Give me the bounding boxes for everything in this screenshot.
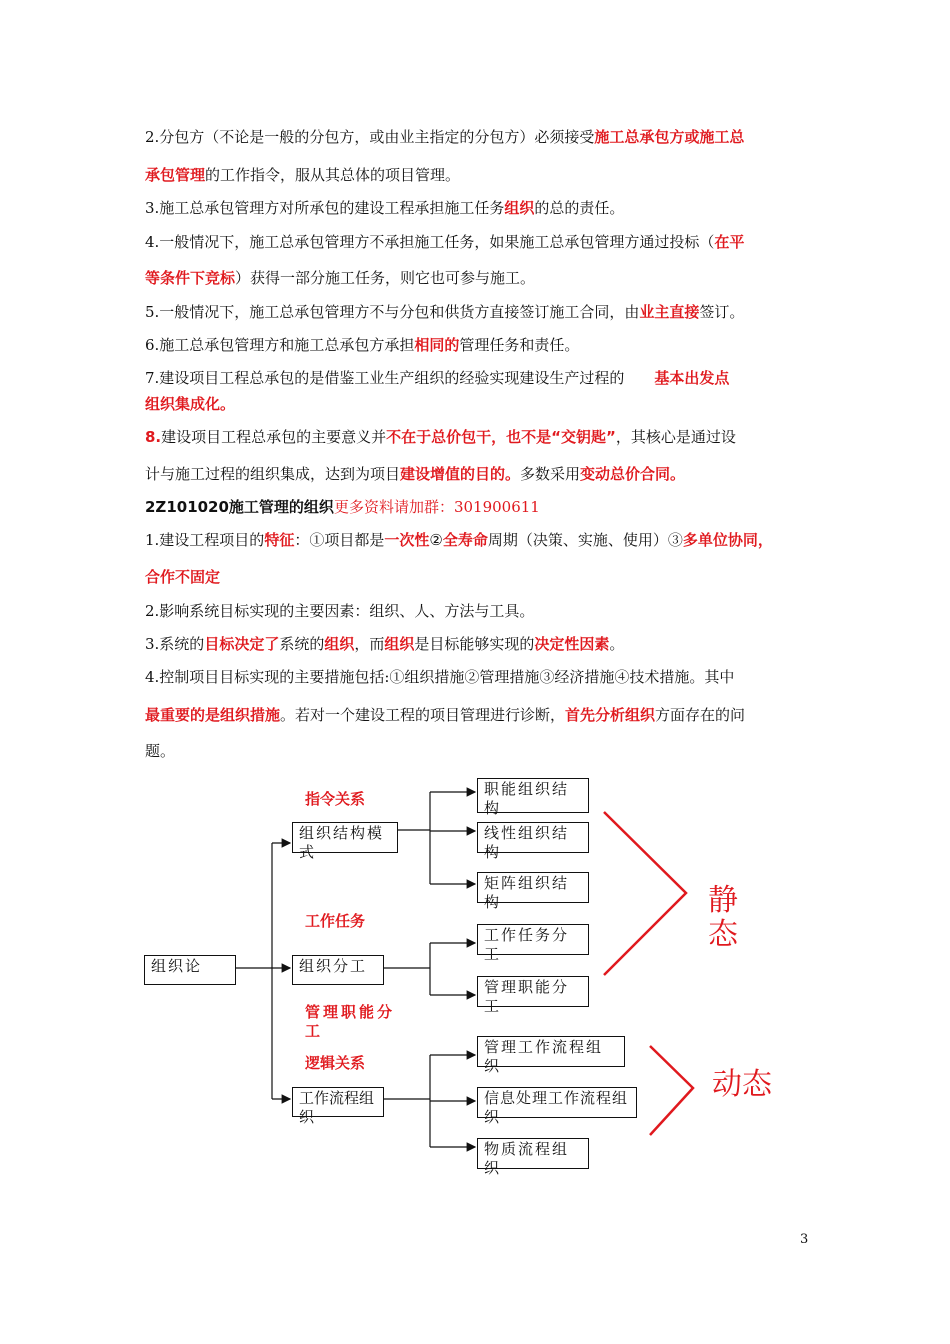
- box-task-division: 工作任务分工: [477, 924, 589, 955]
- box-mgmt-workflow: 管理工作流程组织: [477, 1036, 625, 1067]
- dynamic-bracket: [650, 1046, 693, 1135]
- box-root: 组织论: [144, 955, 236, 985]
- text-line-14: 合作不固定: [145, 568, 221, 586]
- label-logic: 逻辑关系: [305, 1054, 366, 1072]
- label-mgmt-function: 管理职能分工: [305, 1003, 396, 1040]
- box-info-workflow: 信息处理工作流程组织: [477, 1087, 637, 1118]
- text-line-18: 最重要的是组织措施。若对一个建设工程的项目管理进行诊断，首先分析组织方面存在的问: [145, 706, 746, 724]
- text-line-4: 4.一般情况下，施工总承包管理方不承担施工任务，如果施工总承包管理方通过投标（在平: [145, 233, 745, 251]
- text-line-6: 5.一般情况下，施工总承包管理方不与分包和供货方直接签订施工合同，由业主直接签订。: [145, 303, 745, 321]
- box-workflow: 工作流程组织: [292, 1087, 384, 1117]
- box-division: 组织分工: [292, 955, 384, 985]
- text-line-2: 承包管理的工作指令，服从其总体的项目管理。: [145, 166, 461, 184]
- label-command: 指令关系: [305, 790, 366, 808]
- box-matrix: 矩阵组织结构: [477, 872, 589, 903]
- text-line-13: 1.建设工程项目的特征：①项目都是一次性②全寿命周期（决策、实施、使用）③多单位协同，: [145, 531, 773, 549]
- text-line-1: 2.分包方（不论是一般的分包方，或由业主指定的分包方）必须接受施工总承包方或施工总: [145, 128, 745, 146]
- text-line-15: 2.影响系统目标实现的主要因素：组织、人、方法与工具。: [145, 602, 535, 620]
- text-line-16: 3.系统的目标决定了系统的组织，而组织是目标能够实现的决定性因素。: [145, 635, 625, 653]
- text-line-3: 3.施工总承包管理方对所承包的建设工程承担施工任务组织的总的责任。: [145, 199, 625, 217]
- box-structure-mode: 组织结构模式: [292, 822, 398, 853]
- text-line-17: 4.控制项目目标实现的主要措施包括:①组织措施②管理措施③经济措施④技术措施。其中: [145, 668, 735, 686]
- section-heading: 2Z101020施工管理的组织更多资料请加群：301900611: [145, 498, 540, 516]
- box-linear: 线性组织结构: [477, 822, 589, 853]
- text-line-11: 计与施工过程的组织集成，达到为项目建设增值的目的。多数采用变动总价合同。: [145, 465, 686, 483]
- text-line-8: 7.建设项目工程总承包的是借鉴工业生产组织的经验实现建设生产过程的 基本出发点: [145, 369, 730, 387]
- text-line-9: 组织集成化。: [145, 395, 236, 413]
- box-functional: 职能组织结构: [477, 778, 589, 813]
- text-line-10: 8.建设项目工程总承包的主要意义并不在于总价包干，也不是“交钥匙”，其核心是通过设: [145, 428, 736, 446]
- static-bracket: [604, 812, 686, 975]
- box-material-flow: 物质流程组织: [477, 1138, 589, 1169]
- label-work-task: 工作任务: [305, 912, 366, 930]
- text-line-19: 题。: [145, 742, 176, 760]
- text-line-5: 等条件下竞标）获得一部分施工任务，则它也可参与施工。: [145, 269, 536, 287]
- box-mgmt-function: 管理职能分工: [477, 976, 589, 1007]
- label-static: 静态: [708, 883, 738, 952]
- text-line-7: 6.施工总承包管理方和施工总承包方承担相同的管理任务和责任。: [145, 336, 580, 354]
- page-number: 3: [800, 1232, 809, 1247]
- label-dynamic: 动态: [712, 1067, 772, 1102]
